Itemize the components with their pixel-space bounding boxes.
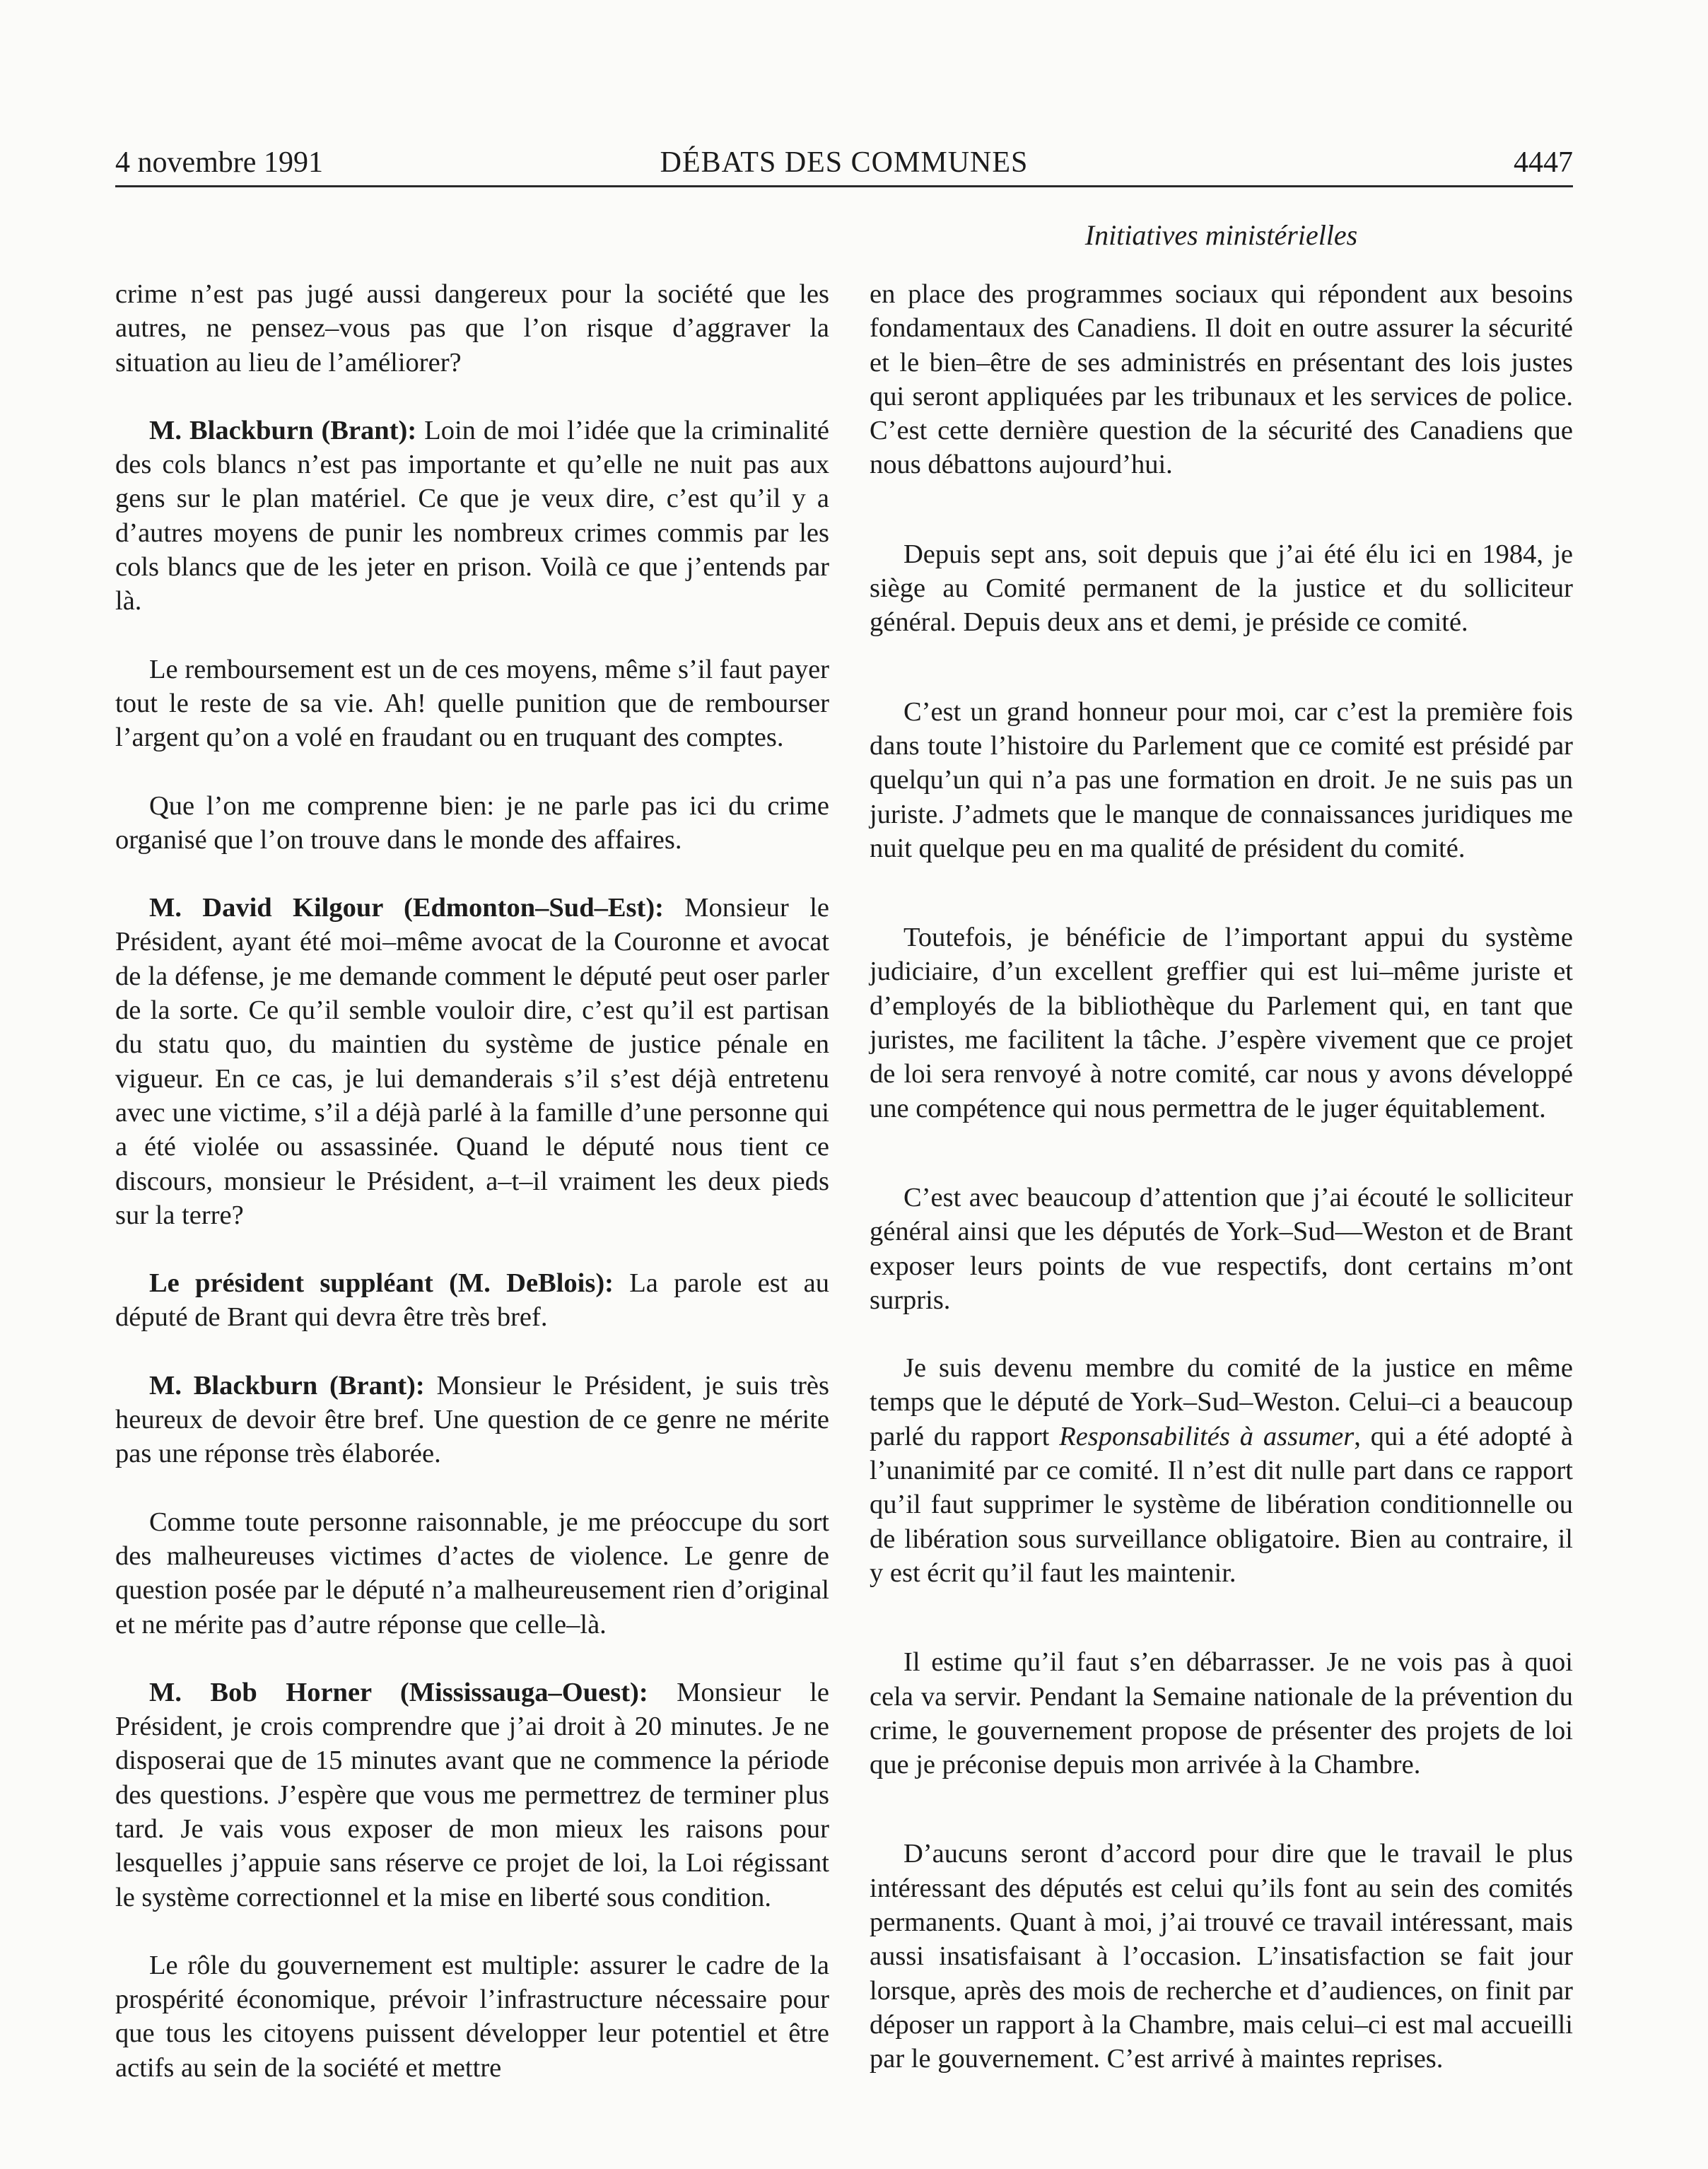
paragraph: M. Blackburn (Brant): Loin de moi l’idée que la criminalité des cols blancs n’est pas importante et qu’elle ne nuit pas aux gens sur le plan matériel. Ce que je veux dire, c’est qu’il y a d’autres moyens de punir les nombreux crimes commis par les cols blancs que de les jeter en prison. Voilà ce que j’entends par là. <box>115 415 829 616</box>
header-rule <box>115 185 1573 187</box>
left-column <box>115 277 829 2119</box>
publication-title: DÉBATS DES COMMUNES <box>660 146 1029 179</box>
right-column <box>870 277 1573 2110</box>
paragraph: M. Bob Horner (Mississauga–Ouest): Monsieur le Président, je crois comprendre que j’ai droit à 20 minutes. Je ne disposerai que de 15 minutes avant que ne commence la période des questions. J’espère que vous me permettrez de terminer plus tard. Je vais vous exposer de mon mieux les raisons pour lesquelles j’appuie sans réserve ce projet de loi, la Loi régissant le système correctionnel et la mise en liberté sous condition. <box>115 1677 829 1912</box>
page-number: 4447 <box>1514 146 1573 179</box>
paragraph: Que l’on me comprenne bien: je ne parle pas ici du crime organisé que l’on trouve dans le monde des affaires. <box>115 790 829 855</box>
paragraph: Comme toute personne raisonnable, je me préoccupe du sort des malheureuses victimes d’actes de violence. Le genre de question posée par le député n’a malheureusement rien d’original et ne mérite pas d’autre réponse que celle–là. <box>115 1507 829 1639</box>
paragraph: C’est un grand honneur pour moi, car c’est la première fois dans toute l’histoire du Parlement que ce comité est présidé par quelqu’un qui n’a pas une formation en droit. Je ne suis pas un juriste. J’admets que le manque de connaissances juridiques me nuit quelque peu en ma qualité de président du comité. <box>870 696 1573 863</box>
paragraph: Le président suppléant (M. DeBlois): La parole est au député de Brant qui devra être très bref. <box>115 1268 829 1333</box>
header-date: 4 novembre 1991 <box>115 146 323 179</box>
page-header <box>115 141 1573 184</box>
paragraph: M. Blackburn (Brant): Monsieur le Président, je suis très heureux de devoir être bref. Une question de ce genre ne mérite pas une réponse très élaborée. <box>115 1370 829 1469</box>
paragraph: M. David Kilgour (Edmonton–Sud–Est): Monsieur le Président, ayant été moi–même avocat de la Couronne et avocat de la défense, je me demande comment le député peut oser parler de la sorte. Ce qu’il semble vouloir dire, c’est qu’il est partisan du statu quo, du maintien du système de justice pénale en vigueur. En ce cas, je lui demanderais s’il s’est déjà entretenu avec une victime, s’il a déjà parlé à la famille d’une personne qui a été violée ou assassinée. Quand le député nous tient ce discours, monsieur le Président, a–t–il vraiment les deux pieds sur la terre? <box>115 893 829 1230</box>
paragraph: crime n’est pas jugé aussi dangereux pour la société que les autres, ne pensez–vous pas que l’on risque d’aggraver la situation au lieu de l’améliorer? <box>115 279 829 378</box>
speaker-name: M. Blackburn (Brant): <box>149 415 417 445</box>
section-label: Initiatives ministérielles <box>1084 219 1358 251</box>
paragraph: Il estime qu’il faut s’en débarrasser. Je ne vois pas à quoi cela va servir. Pendant la Semaine nationale de la prévention du crime, le gouvernement propose de présenter des projets de loi que je préconise depuis mon arrivée à la Chambre. <box>870 1647 1573 1780</box>
speaker-name: M. Bob Horner (Mississauga–Ouest): <box>149 1677 648 1707</box>
report-title: Responsabilités à assumer <box>1059 1421 1355 1451</box>
paragraph: Depuis sept ans, soit depuis que j’ai été élu ici en 1984, je siège au Comité permanent de la justice et du solliciteur général. Depuis deux ans et demi, je préside ce comité. <box>870 539 1573 638</box>
paragraph: C’est avec beaucoup d’attention que j’ai écouté le solliciteur général ainsi que les députés de York–Sud—Weston et de Brant exposer leurs points de vue respectifs, dont certains m’ont surpris. <box>870 1182 1573 1315</box>
speaker-name: M. Blackburn (Brant): <box>149 1370 425 1401</box>
paragraph: Toutefois, je bénéficie de l’important appui du système judiciaire, d’un excellent greffier qui est lui–même juriste et d’employés de la bibliothèque du Parlement qui, en tant que juristes, me facilitent la tâche. J’espère vivement que ce projet de loi sera renvoyé à notre comité, car nous y avons développé une compétence qui nous permettra de le juger équitablement. <box>870 923 1573 1123</box>
paragraph: Le remboursement est un de ces moyens, même s’il faut payer tout le reste de sa vie. Ah! quelle punition que de rembourser l’argent qu’on a volé en fraudant ou en truquant des comptes. <box>115 654 829 753</box>
paragraph: D’aucuns seront d’accord pour dire que le travail le plus intéressant des députés est celui qu’ils font au sein des comités permanents. Quant à moi, j’ai trouvé ce travail intéressant, mais aussi insatisfaisant à l’occasion. L’insatisfaction se fait jour lorsque, après des mois de recherche et d’audiences, on finit par déposer un rapport à la Chambre, mais celui–ci est mal accueilli par le gouvernement. C’est arrivé à maintes reprises. <box>870 1839 1573 2074</box>
paragraph: Le rôle du gouvernement est multiple: assurer le cadre de la prospérité économique, prévoir l’infrastructure nécessaire pour que tous les citoyens puissent développer leur potentiel et être actifs au sein de la société et mettre <box>115 1950 829 2083</box>
speaker-name: M. David Kilgour (Edmonton–Sud–Est): <box>149 893 664 923</box>
paragraph: en place des programmes sociaux qui répondent aux besoins fondamentaux des Canadiens. Il doit en outre assurer la sécurité et le bien–être de ses administrés en présentant des lois justes qui seront appliquées par les tribunaux et les services de police. C’est cette dernière question de la sécurité des Canadiens que nous débattons aujourd’hui. <box>870 279 1573 480</box>
paragraph: Je suis devenu membre du comité de la justice en même temps que le député de York–Sud–Weston. Celui–ci a beaucoup parlé du rapport Responsabilités à assumer, qui a été adopté à l’unanimité par ce comité. Il n’est dit nulle part dans ce rapport qu’il faut supprimer le système de libération conditionnelle ou de libération sous surveillance obligatoire. Bien au contraire, il y est écrit qu’il faut les maintenir. <box>870 1353 1573 1588</box>
speaker-name: Le président suppléant (M. DeBlois): <box>149 1268 614 1299</box>
